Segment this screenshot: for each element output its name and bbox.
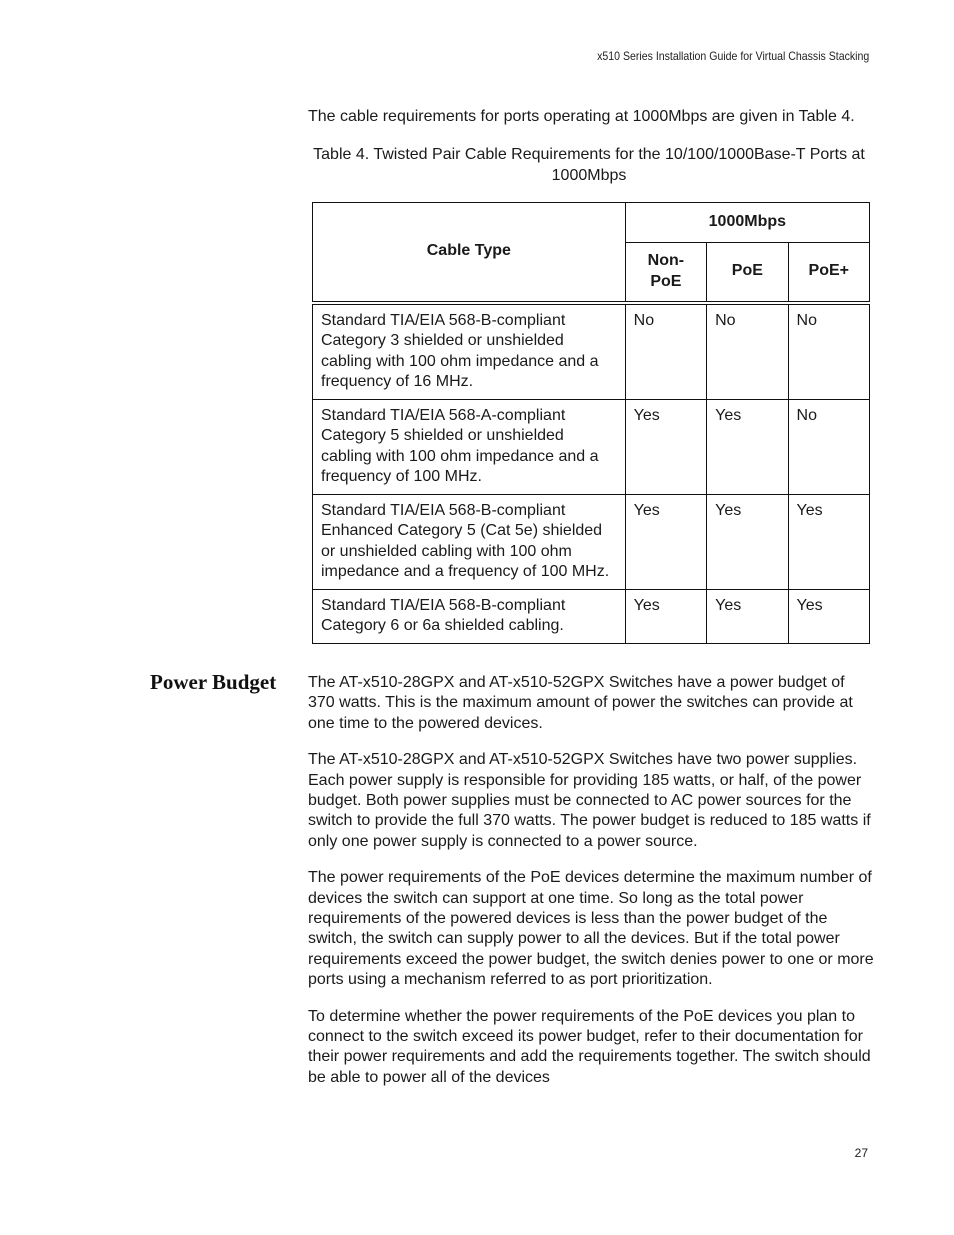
table-row: [313, 399, 870, 494]
cable-cell: Standard TIA/EIA 568-B-compliant Enhanced Category 5 (Cat 5e) shielded or unshielded cabling with 100 ohm impedance and a frequency of 100 MHz.: [313, 494, 626, 589]
header-non-poe-label: Non-PoE: [647, 252, 685, 290]
section-heading-power-budget: Power Budget: [150, 670, 277, 694]
cable-cell: Standard TIA/EIA 568-B-compliant Category 6 or 6a shielded cabling.: [313, 589, 626, 643]
running-header: x510 Series Installation Guide for Virtual Chassis Stacking: [596, 49, 869, 63]
paragraph: The power requirements of the PoE devices determine the maximum number of devices the switch can support at one time. So long as the total power requirements of the powered devices is less than the power budget of the switch, the switch can supply power to all the devices. But if the total power requirements exceed the power budget, the switch denies power to one or more ports using a mechanism referred to as port prioritization.: [308, 869, 874, 988]
table-row: [313, 589, 870, 643]
non-poe-cell: No: [625, 303, 706, 400]
poe-cell: Yes: [707, 494, 788, 589]
poe-plus-cell: Yes: [788, 494, 869, 589]
header-1000mbps: 1000Mbps: [625, 202, 869, 242]
non-poe-cell: Yes: [625, 589, 706, 643]
poe-cell: Yes: [707, 399, 788, 494]
paragraph: The AT-x510-28GPX and AT-x510-52GPX Switches have two power supplies. Each power supply is responsible for providing 185 watts, or half, of the power budget. Both power supplies must be connected to AC power sources for the switch to provide the full 370 watts. The power budget is reduced to 185 watts if only one power supply is connected to a power source.: [308, 751, 871, 850]
poe-plus-cell: No: [788, 399, 869, 494]
paragraph: The AT-x510-28GPX and AT-x510-52GPX Switches have a power budget of 370 watts. This is the maximum amount of power the switches can provide at one time to the powered devices.: [308, 674, 853, 732]
table-row: [313, 303, 870, 400]
intro-paragraph: The cable requirements for ports operating at 1000Mbps are given in Table 4.: [308, 108, 855, 125]
power-budget-section: [308, 673, 874, 1104]
header-poe: PoE: [707, 242, 788, 303]
poe-cell: No: [707, 303, 788, 400]
header-non-poe: [625, 242, 706, 303]
non-poe-cell: Yes: [625, 494, 706, 589]
table-caption: Table 4. Twisted Pair Cable Requirements for the 10/100/1000Base-T Ports at 1000Mbps: [313, 145, 865, 184]
paragraph: To determine whether the power requirements of the PoE devices you plan to connect to the switch exceed its power budget, refer to their documentation for their power requirements and add the requirements together. The switch should be able to power all of the devices: [308, 1007, 871, 1086]
header-cable-type: Cable Type: [313, 202, 626, 303]
intro-section: [308, 107, 870, 644]
table-row: [313, 494, 870, 589]
poe-plus-cell: Yes: [788, 589, 869, 643]
page-number: 27: [854, 1146, 868, 1160]
poe-cell: Yes: [707, 589, 788, 643]
non-poe-cell: Yes: [625, 399, 706, 494]
cable-cell: Standard TIA/EIA 568-A-compliant Category 5 shielded or unshielded cabling with 100 ohm impedance and a frequency of 100 MHz.: [313, 399, 626, 494]
cable-requirements-table: [312, 202, 870, 644]
poe-plus-cell: No: [788, 303, 869, 400]
cable-cell: Standard TIA/EIA 568-B-compliant Category 3 shielded or unshielded cabling with 100 ohm impedance and a frequency of 16 MHz.: [313, 303, 626, 400]
header-poe-plus: PoE+: [788, 242, 869, 303]
